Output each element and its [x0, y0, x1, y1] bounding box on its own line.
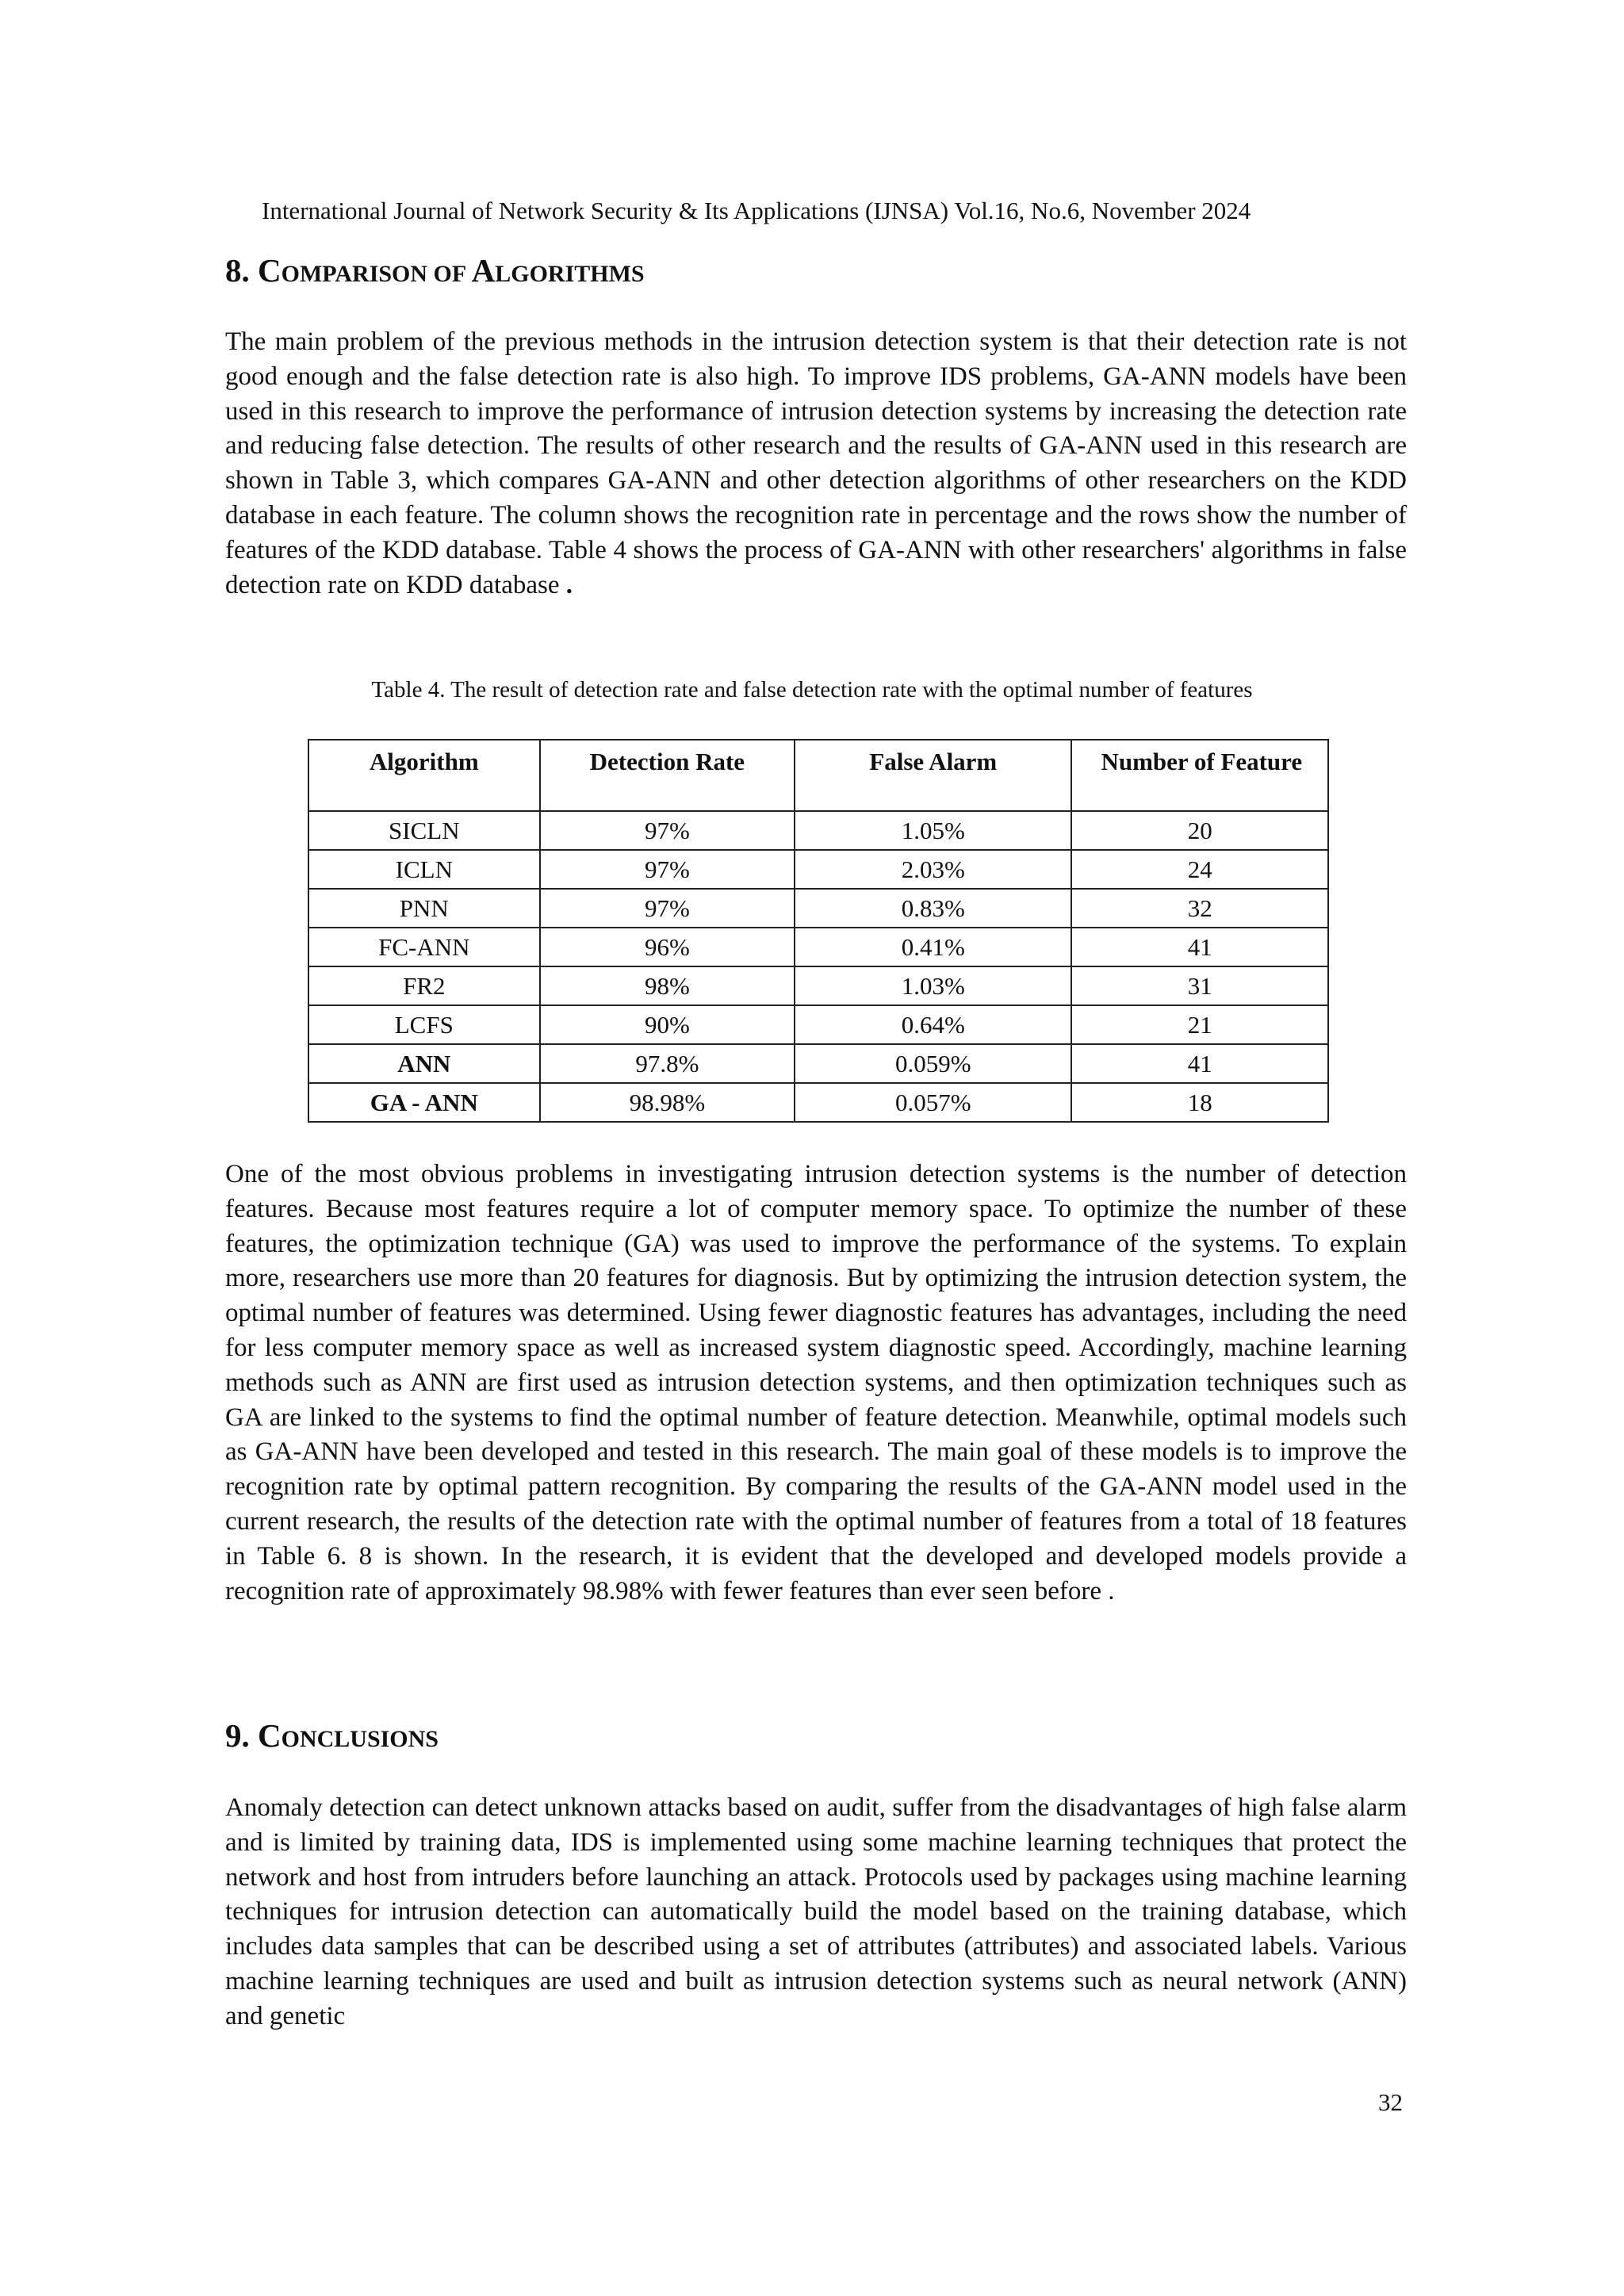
cell-algorithm: GA - ANN: [308, 1083, 540, 1122]
section-8-title-part-2: LGORITHMS: [495, 261, 645, 287]
cell-number-of-feature: 20: [1071, 811, 1328, 850]
section-8-title-part-1: OMPARISON OF: [281, 261, 472, 287]
cell-number-of-feature: 21: [1071, 1005, 1328, 1044]
table-row: [308, 850, 1328, 889]
cell-detection-rate: 90%: [540, 1005, 795, 1044]
cell-algorithm: SICLN: [308, 811, 540, 850]
cell-detection-rate: 97.8%: [540, 1044, 795, 1083]
cell-algorithm: ANN: [308, 1044, 540, 1083]
table-row: [308, 1083, 1328, 1122]
cell-false-alarm: 2.03%: [795, 850, 1071, 889]
table-row: [308, 811, 1328, 850]
cell-algorithm: FR2: [308, 966, 540, 1005]
cell-number-of-feature: 18: [1071, 1083, 1328, 1122]
table-row: [308, 889, 1328, 928]
header-false-alarm: False Alarm: [795, 740, 1071, 811]
table-row: [308, 928, 1328, 966]
cell-detection-rate: 97%: [540, 889, 795, 928]
table-row: [308, 1005, 1328, 1044]
section-9-title-part-1: ONCLUSIONS: [281, 1726, 439, 1752]
section-9-title-initial-c: C: [258, 1717, 282, 1754]
cell-number-of-feature: 41: [1071, 928, 1328, 966]
table-header-row: [308, 740, 1328, 811]
cell-false-alarm: 0.41%: [795, 928, 1071, 966]
section-8-heading: [225, 251, 645, 294]
section-9-heading: [225, 1716, 439, 1759]
section-8-followup-paragraph: One of the most obvious problems in investigating intrusion detection systems is the number of detection features. Because most features require a lot of computer memory space. To optimize the number of these features, the optimization technique (GA) was used to improve the performance of the systems. To explain more, researchers use more than 20 features for diagnosis. But by optimizing the intrusion detection system, the optimal number of features was determined. Using fewer diagnostic features has advantages, including the need for less computer memory space as well as increased system diagnostic speed. Accordingly, machine learning methods such as ANN are first used as intrusion detection systems, and then optimization techniques such as GA are linked to the systems to find the optimal number of feature detection. Meanwhile, optimal models such as GA-ANN have been developed and tested in this research. The main goal of these models is to improve the recognition rate by optimal pattern recognition. By comparing the results of the GA-ANN model used in the current research, the results of the detection rate with the optimal number of features from a total of 18 features in Table 6. 8 is shown. In the research, it is evident that the developed and developed models provide a recognition rate of approximately 98.98% with fewer features than ever seen before .: [225, 1160, 1407, 1605]
page-number: 32: [1378, 2088, 1403, 2116]
cell-false-alarm: 0.059%: [795, 1044, 1071, 1083]
section-9-number: 9.: [225, 1717, 258, 1754]
cell-number-of-feature: 31: [1071, 966, 1328, 1005]
cell-number-of-feature: 41: [1071, 1044, 1328, 1083]
cell-detection-rate: 97%: [540, 811, 795, 850]
journal-header: International Journal of Network Security & Its Applications (IJNSA) Vol.16, No.6, November 2024: [262, 197, 1251, 224]
section-9-paragraph: Anomaly detection can detect unknown attacks based on audit, suffer from the disadvantages of high false alarm and is limited by training data, IDS is implemented using some machine learning techniques that protect the network and host from intruders before launching an attack. Protocols used by packages using machine learning techniques for intrusion detection can automatically build the model based on the training database, which includes data samples that can be described using a set of attributes (attributes) and associated labels. Various machine learning techniques are used and built as intrusion detection systems such as neural network (ANN) and genetic: [225, 1793, 1407, 2030]
cell-algorithm: FC-ANN: [308, 928, 540, 966]
header-algorithm: Algorithm: [308, 740, 540, 811]
cell-detection-rate: 97%: [540, 850, 795, 889]
cell-number-of-feature: 24: [1071, 850, 1328, 889]
header-detection-rate: Detection Rate: [540, 740, 795, 811]
table-row: [308, 1044, 1328, 1083]
cell-false-alarm: 0.64%: [795, 1005, 1071, 1044]
section-8-paragraph: [225, 325, 1407, 603]
section-8-paragraph-end: .: [559, 570, 573, 599]
section-8-paragraph-text: The main problem of the previous methods in the intrusion detection system is that their detection rate is not good enough and the false detection rate is also high. To improve IDS problems, GA-ANN models have been used in this research to improve the performance of intrusion detection systems by increasing the detection rate and reducing false detection. The results of other research and the results of GA-ANN used in this research are shown in Table 3, which compares GA-ANN and other detection algorithms of other researchers on the KDD database in each feature. The column shows the recognition rate in percentage and the rows show the number of features of the KDD database. Table 4 shows the process of GA-ANN with other researchers' algorithms in false detection rate on KDD database: [225, 327, 1407, 599]
section-8-title-initial-a: A: [471, 252, 496, 289]
cell-detection-rate: 98%: [540, 966, 795, 1005]
cell-algorithm: LCFS: [308, 1005, 540, 1044]
header-number-of-feature: Number of Feature: [1071, 740, 1328, 811]
cell-number-of-feature: 32: [1071, 889, 1328, 928]
cell-algorithm: PNN: [308, 889, 540, 928]
section-8-title-initial-c: C: [258, 252, 282, 289]
cell-false-alarm: 0.83%: [795, 889, 1071, 928]
table-row: [308, 966, 1328, 1005]
cell-algorithm: ICLN: [308, 850, 540, 889]
cell-detection-rate: 96%: [540, 928, 795, 966]
table-4-caption: Table 4. The result of detection rate and false detection rate with the optimal number of features: [371, 677, 1253, 702]
section-8-number: 8.: [225, 252, 258, 289]
cell-false-alarm: 0.057%: [795, 1083, 1071, 1122]
cell-false-alarm: 1.05%: [795, 811, 1071, 850]
cell-detection-rate: 98.98%: [540, 1083, 795, 1122]
table-4: [308, 739, 1329, 1123]
cell-false-alarm: 1.03%: [795, 966, 1071, 1005]
